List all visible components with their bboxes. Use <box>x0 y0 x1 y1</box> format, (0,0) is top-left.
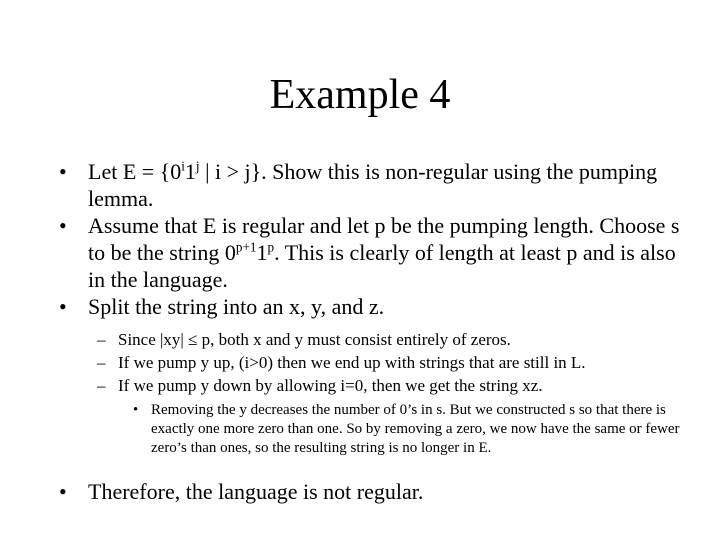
slide-body <box>55 158 695 505</box>
bullet-1-sup-j: j <box>195 158 200 174</box>
sub-bullet-2-text: If we pump y up, (i>0) then we end up with strings that are still in L. <box>118 353 586 372</box>
bullet-2-sup-p: p <box>267 239 275 255</box>
bullet-2 <box>55 212 695 293</box>
bullet-4-text: Therefore, the language is not regular. <box>88 479 424 504</box>
dash-marker: – <box>97 376 106 395</box>
bullet-2-sup-p1: p+1 <box>235 239 257 255</box>
bullet-2-text-pre: Assume that E is regular and let p be the pumping length. Choose s to be the string 0 <box>88 213 680 265</box>
bullet-marker: • <box>59 479 67 504</box>
bullet-1-text-post: | i > j}. Show this is non-regular using the pumping lemma. <box>88 159 658 211</box>
bullet-2-text-post: . This is clearly of length at least p and is also in the language. <box>88 240 676 292</box>
bullet-1 <box>55 158 695 212</box>
bullet-3 <box>55 293 695 320</box>
bullet-3-text: Split the string into an x, y, and z. <box>88 294 385 319</box>
bullet-2-text-mid: 1 <box>256 240 268 265</box>
sub-bullet-1 <box>55 328 695 351</box>
bullet-1-text-mid: 1 <box>184 159 196 184</box>
bullet-marker: • <box>59 159 67 184</box>
sub-bullet-3 <box>55 374 695 397</box>
bullet-marker: • <box>59 294 67 319</box>
bullet-1-text-pre: Let E = {0 <box>88 159 182 184</box>
bullet-marker: • <box>133 402 139 418</box>
bullet-4 <box>55 478 695 505</box>
bullet-marker: • <box>59 213 67 238</box>
sub-sub-bullet-1-text: Removing the y decreases the number of 0’s in s. But we constructed s so that there is exactly one more zero than one. So by removing a zero, we now have the same or fewer zero’s than ones, so the resulting string is no longer in E. <box>151 402 680 456</box>
sub-bullet-1-text: Since |xy| ≤ p, both x and y must consist entirely of zeros. <box>118 330 511 349</box>
bullet-1-sup-i: i <box>181 158 185 174</box>
dash-marker: – <box>97 330 106 349</box>
sub-sub-bullet-1 <box>55 401 695 458</box>
sub-bullet-3-text: If we pump y down by allowing i=0, then we get the string xz. <box>118 376 543 395</box>
slide-title: Example 4 <box>269 72 451 118</box>
sub-bullet-2 <box>55 351 695 374</box>
dash-marker: – <box>97 353 106 372</box>
